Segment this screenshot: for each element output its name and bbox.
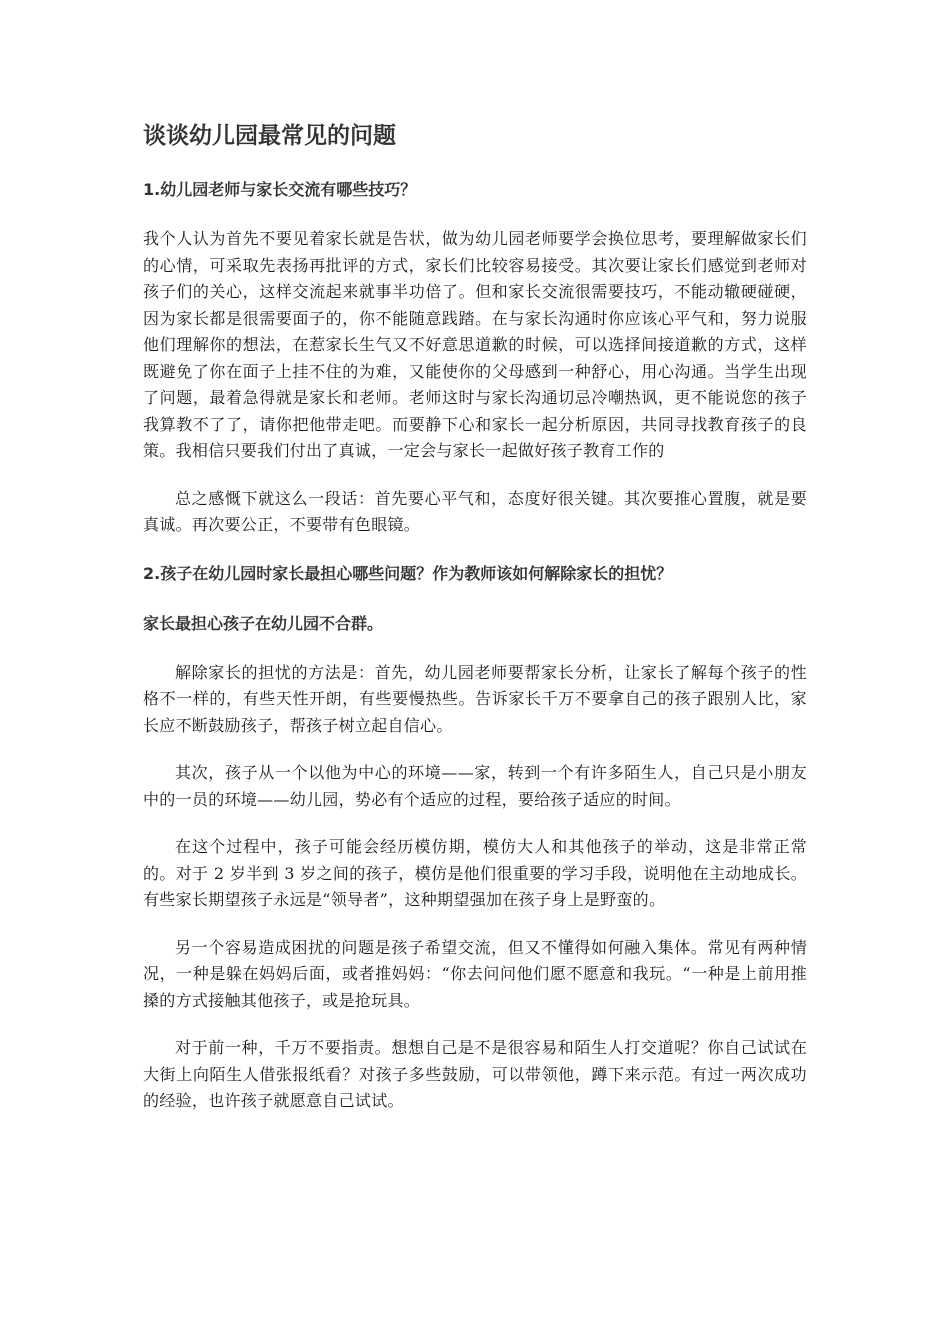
answer-2-paragraph-2: 其次，孩子从一个以他为中心的环境——家，转到一个有许多陌生人，自己只是小朋友中的一员的环境——幼儿园，势必有个适应的过程，要给孩子适应的时间。	[143, 763, 807, 809]
document-title: 谈谈幼儿园最常见的问题	[143, 123, 396, 149]
answer-2-subheading: 家长最担心孩子在幼儿园不合群。	[143, 613, 384, 633]
answer-2-paragraph-1: 解除家长的担忧的方法是：首先，幼儿园老师要帮家长分析，让家长了解每个孩子的性格不一样的，有些天性开朗，有些要慢热些。告诉家长千万不要拿自己的孩子跟别人比，家长应不断鼓励孩子，帮孩子树立起自信心。	[143, 662, 807, 735]
question-1-heading: 1.幼儿园老师与家长交流有哪些技巧？	[143, 180, 417, 199]
answer-2-paragraph-5: 对于前一种，千万不要指责。想想自己是不是很容易和陌生人打交道呢？你自己试试在大街上向陌生人借张报纸看？对孩子多些鼓励，可以带领他，蹲下来示范。有过一两次成功的经验，也许孩子就愿意自己试试。	[143, 1038, 807, 1110]
answer-2-paragraph-3: 在这个过程中，孩子可能会经历模仿期，模仿大人和其他孩子的举动，这是非常正常的。对于 2 岁半到 3 岁之间的孩子，模仿是他们很重要的学习手段，说明他在主动地成长。有些家长期望孩子永远是“领导者”，这种期望强加在孩子身上是野蛮的。	[143, 837, 807, 909]
answer-1-paragraph-2: 总之感慨下就这么一段话：首先要心平气和，态度好很关键。其次要推心置腹，就是要真诚。再次要公正，不要带有色眼镜。	[143, 488, 807, 534]
answer-1-paragraph-1: 我个人认为首先不要见着家长就是告状，做为幼儿园老师要学会换位思考，要理解做家长们的心情，可采取先表扬再批评的方式，家长们比较容易接受。其次要让家长们感觉到老师对孩子们的关心，这样交流起来就事半功倍了。但和家长交流很需要技巧，不能动辙硬碰硬，因为家长都是很需要面子的，你不能随意践踏。在与家长沟通时你应该心平气和，努力说服他们理解你的想法，在惹家长生气又不好意思道歉的时候，可以选择间接道歉的方式，这样既避免了你在面子上挂不住的为难，又能使你的父母感到一种舒心，用心沟通。当学生出现了问题，最着急得就是家长和老师。老师这时与家长沟通切忌冷嘲热讽，更不能说您的孩子我算教不了了，请你把他带走吧。而要静下心和家长一起分析原因，共同寻找教育孩子的良策。我相信只要我们付出了真诚，一定会与家长一起做好孩子教育工作的	[143, 229, 807, 460]
question-2-heading: 2.孩子在幼儿园时家长最担心哪些问题？作为教师该如何解除家长的担忧？	[143, 563, 673, 583]
document-page	[143, 118, 807, 1136]
answer-2-paragraph-4: 另一个容易造成困扰的问题是孩子希望交流，但又不懂得如何融入集体。常见有两种情况，一种是躲在妈妈后面，或者推妈妈：“你去问问他们愿不愿意和我玩。“一种是上前用推搡的方式接触其他孩子，或是抢玩具。	[143, 937, 807, 1010]
